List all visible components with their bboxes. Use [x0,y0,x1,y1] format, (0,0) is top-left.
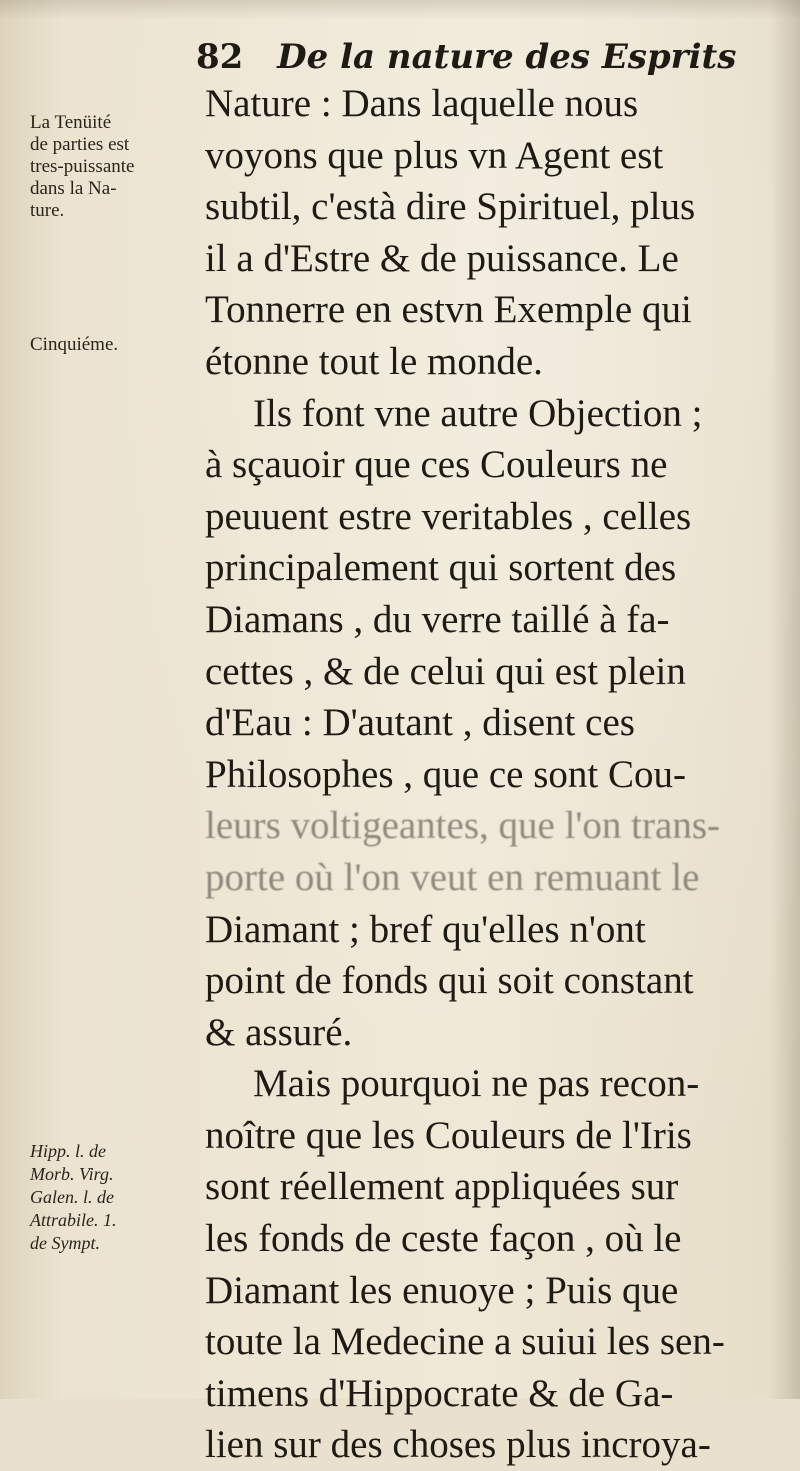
margin-note-line: Attrabile. 1. [30,1210,117,1230]
text-line: point de fonds qui soit constant [205,959,694,1003]
margin-note-line: Cinquiéme. [30,334,119,355]
running-header [196,30,737,84]
text-line: les fonds de ceste façon , où le [205,1217,682,1261]
margin-note-line: de parties est [30,134,130,155]
text-line: à sçauoir que ces Couleurs ne [205,443,668,487]
margin-note-line: Galen. l. de [30,1187,114,1207]
text-line: d'Eau : D'autant , disent ces [205,701,635,745]
text-line: Ils font vne autre Objection ; [253,391,703,435]
text-line: sont réellement appliquées sur [205,1165,679,1209]
body-text [205,78,745,1471]
margin-note-line: tres-puissante [30,156,135,177]
text-line: Philosophes , que ce sont Cou- [205,752,686,796]
text-line: subtil, c'està dire Spirituel, plus [205,185,696,229]
running-title: De la nature des Esprits [277,37,737,77]
margin-note-line: de Sympt. [30,1233,100,1253]
margin-note-references [30,1140,190,1255]
text-line-smudged: porte où l'on veut en remuant le [205,855,700,899]
text-line: principalement qui sortent des [205,546,677,590]
margin-note-tenuite [30,112,190,222]
page-shadow-top [0,0,800,20]
margin-note-line: dans la Na- [30,178,117,199]
margin-note-line: ture. [30,200,65,221]
text-line: noître que les Couleurs de l'Iris [205,1113,692,1157]
text-line: lien sur des choses plus incroya- [205,1423,711,1467]
text-line: cettes , & de celui qui est plein [205,649,686,693]
margin-note-line: La Tenüité [30,112,112,133]
text-line: étonne tout le monde. [205,339,543,383]
margin-note-cinquieme [30,334,190,356]
text-line: il a d'Estre & de puissance. Le [205,236,679,280]
text-line: peuuent estre veritables , celles [205,494,692,538]
text-line: Nature : Dans laquelle nous [205,82,639,125]
text-line: Diamant les enuoye ; Puis que [205,1268,679,1312]
text-line: Tonnerre en estvn Exemple qui [205,288,692,332]
text-line: toute la Medecine a suiui les sen- [205,1320,725,1364]
text-line: Mais pourquoi ne pas recon- [253,1062,700,1106]
page-number: 82 [196,37,244,77]
text-line: timens d'Hippocrate & de Ga- [205,1371,674,1415]
text-line: Diamans , du verre taillé à fa- [205,597,670,641]
text-line: voyons que plus vn Agent est [205,133,664,177]
text-line: & assuré. [205,1010,353,1054]
margin-note-line: Hipp. l. de [30,1141,106,1161]
page-shadow-right [770,0,800,1399]
margin-note-line: Morb. Virg. [30,1164,114,1184]
text-line-smudged: leurs voltigeantes, que l'on trans- [205,804,720,848]
text-line: Diamant ; bref qu'elles n'ont [205,907,646,951]
